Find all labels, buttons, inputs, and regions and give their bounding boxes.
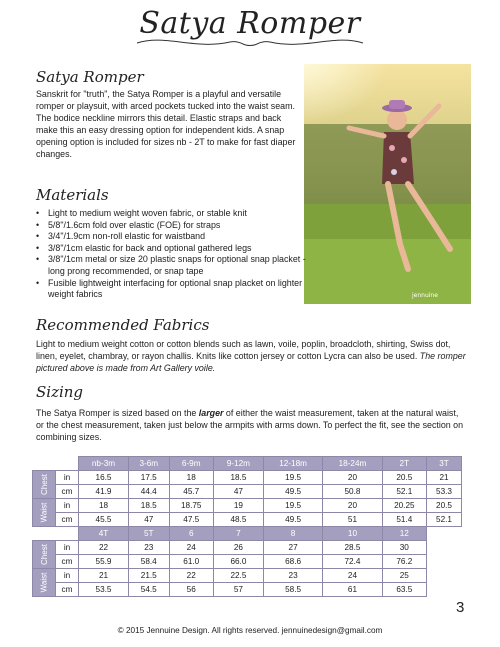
unit-label: cm [56,513,79,527]
table-cell: 20 [323,499,382,513]
table-cell: 22.5 [213,569,263,583]
fabrics-text: Light to medium weight cotton or cotton blends such as lawn, voile, poplin, broadcloth, shirting, Swiss dot, linen, eyelet, chambray, or rayon challis. Knits like cotton jersey or cotton Lycra can also be used. [36,339,451,361]
size-header: 5T [128,527,169,541]
table-cell: 66.0 [213,555,263,569]
fabrics-note: The romper pictured above is made from Art Gallery voile. [36,351,466,373]
page-title: Satya Romper [139,6,361,41]
unit-label: in [56,499,79,513]
size-header: 2T [382,457,426,471]
unit-label: in [56,569,79,583]
table-row [33,555,462,569]
size-header: 12-18m [263,457,322,471]
list-item: • 3/4"/1.9cm non-roll elastic for waistband [36,231,306,243]
table-cell: 57 [213,583,263,597]
list-item: • 5/8"/1.6cm fold over elastic (FOE) for straps [36,220,306,232]
intro-paragraph: Sanskrit for "truth", the Satya Romper is a playful and versatile romper or playsuit, with arced pockets tucked into the waist seam. The bodice neckline mirrors this detail. Elastic straps and back make this an easy dressing option for independent kids. A snap opening option is included for sizes nb - 2T to make for fast diaper changes. [36,89,296,159]
table-cell: 47.5 [169,513,213,527]
table-cell: 20.5 [382,471,426,485]
materials-list [36,208,306,301]
table-cell: 68.6 [263,555,322,569]
size-header: 12 [382,527,426,541]
section-heading-recommended-fabrics: Recommended Fabrics [36,316,210,334]
table-cell: 41.9 [79,485,129,499]
table-cell: 47 [128,513,169,527]
table-header-row-1 [33,457,462,471]
unit-label: cm [56,583,79,597]
title-flourish [135,36,365,50]
size-header: 3-6m [128,457,169,471]
list-item: • Fusible lightweight interfacing for optional snap placket on lighter weight fabrics [36,278,306,301]
table-cell: 20.25 [382,499,426,513]
table-cell: 53.5 [79,583,129,597]
waist-label: Waist [33,499,56,527]
table-cell: 45.5 [79,513,129,527]
sizing-intro-text: The Satya Romper is sized based on the [36,408,199,418]
table-cell: 19.5 [263,471,322,485]
table-cell: 21.5 [128,569,169,583]
section-heading-sizing: Sizing [36,383,84,401]
table-cell: 44.4 [128,485,169,499]
table-cell: 18.5 [213,471,263,485]
table-header-row-2 [33,527,462,541]
table-cell: 16.5 [79,471,129,485]
fabrics-paragraph [36,338,468,374]
table-cell: 30 [382,541,426,555]
table-cell: 21 [79,569,129,583]
waist-label: Waist [33,569,56,597]
section-heading-materials: Materials [36,186,109,204]
size-chart [32,456,462,597]
size-header: 4T [79,527,129,541]
table-cell: 18 [169,471,213,485]
sizing-intro-emphasis: larger [198,408,224,418]
table-row [33,471,462,485]
table-cell: 58.5 [263,583,322,597]
page-number: 3 [456,599,465,616]
sizing-intro [36,407,468,443]
unit-label: in [56,471,79,485]
table-cell: 56 [169,583,213,597]
table-row [33,485,462,499]
table-cell: 58.4 [128,555,169,569]
table-cell: 26 [213,541,263,555]
table-cell: 22 [169,569,213,583]
table-cell: 50.8 [323,485,382,499]
unit-label: cm [56,485,79,499]
table-cell: 45.7 [169,485,213,499]
table-cell: 18.5 [128,499,169,513]
chest-label: Chest [33,471,56,499]
table-cell: 51.4 [382,513,426,527]
size-header: 6-9m [169,457,213,471]
table-cell: 23 [128,541,169,555]
size-header: 7 [213,527,263,541]
table-row [33,541,462,555]
table-cell: 51 [323,513,382,527]
size-header: 18-24m [323,457,382,471]
table-cell: 49.5 [263,485,322,499]
table-row [33,583,462,597]
table-cell: 52.1 [382,485,426,499]
table-row [33,499,462,513]
table-cell: 54.5 [128,583,169,597]
table-cell: 19.5 [263,499,322,513]
size-header: 10 [323,527,382,541]
table-cell: 76.2 [382,555,426,569]
table-cell: 24 [169,541,213,555]
list-item: • 3/8"/1cm elastic for back and optional gathered legs [36,243,306,255]
size-header: 3T [427,457,462,471]
table-cell: 18 [79,499,129,513]
chest-label: Chest [33,541,56,569]
table-cell: 72.4 [323,555,382,569]
size-header: 8 [263,527,322,541]
romper-photo [304,64,471,304]
table-cell: 20.5 [427,499,462,513]
sizing-intro-text-cont: of either the waist measurement, taken at the natural waist, or the chest measurement, taken just below the armpits with arms down. To perfect the fit, see the section on combining sizes. [36,408,464,442]
table-cell: 25 [382,569,426,583]
size-header: 9-12m [213,457,263,471]
table-row [33,569,462,583]
size-header: nb-3m [79,457,129,471]
list-item: • 3/8"/1cm metal or size 20 plastic snaps for optional snap placket - long prong recommended, or snap tape [36,254,306,277]
table-cell: 27 [263,541,322,555]
table-cell: 23 [263,569,322,583]
table-cell: 52.1 [427,513,462,527]
table-cell: 53.3 [427,485,462,499]
table-cell: 28.5 [323,541,382,555]
table-cell: 55.9 [79,555,129,569]
footer-text: © 2015 Jennuine Design. All rights reserved. jennuinedesign@gmail.com [117,626,383,635]
table-cell: 61.0 [169,555,213,569]
table-cell: 48.5 [213,513,263,527]
table-cell: 63.5 [382,583,426,597]
table-cell: 47 [213,485,263,499]
table-cell: 49.5 [263,513,322,527]
table-cell: 21 [427,471,462,485]
table-cell: 18.75 [169,499,213,513]
table-cell: 24 [323,569,382,583]
unit-label: cm [56,555,79,569]
size-header: 6 [169,527,213,541]
photo-watermark: jennuine [412,292,438,299]
table-row [33,513,462,527]
table-cell: 20 [323,471,382,485]
unit-label: in [56,541,79,555]
table-cell: 22 [79,541,129,555]
section-heading-satya-romper: Satya Romper [36,68,144,86]
table-cell: 19 [213,499,263,513]
table-cell: 61 [323,583,382,597]
list-item: • Light to medium weight woven fabric, or stable knit [36,208,306,220]
table-cell: 17.5 [128,471,169,485]
